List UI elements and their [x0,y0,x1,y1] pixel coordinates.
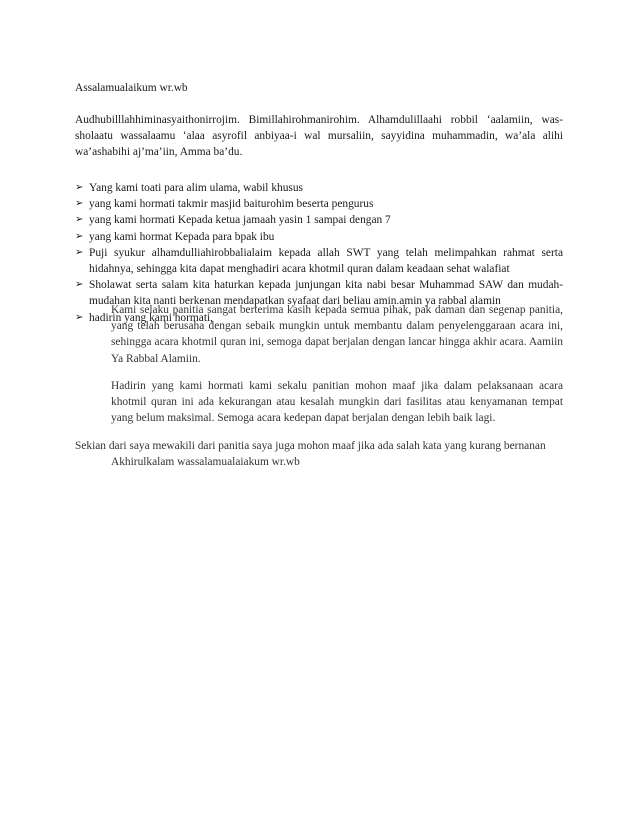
list-item [75,212,563,228]
list-item [75,180,563,196]
list-item [75,245,563,277]
list-item [75,196,563,212]
arrow-bullet-icon: ➢ [75,198,84,210]
closing-line: Sekian dari saya mewakili dari panitia saya juga mohon maaf jika ada salah kata yang kurang bernanan [75,440,546,452]
arrow-bullet-icon: ➢ [75,279,84,291]
arrow-bullet-icon: ➢ [75,246,84,258]
opening-paragraph: Audhubilllahhiminasyaithonirrojim. Bimillahirohmanirohim. Alhamdulillaahi robbil ‘aalamiin, was-sholaatu wassalaamu ‘alaa asyrofil anbiyaa-i wal mursaliin, sayyidina muhammadin, wa’ala alihi wa’ashabihi aj’ma’iin, Amma ba’du. [75,114,563,159]
greeting: Assalamualaikum wr.wb [75,82,188,94]
arrow-bullet-icon: ➢ [75,182,84,193]
thanks-paragraph: Kami selaku panitia sangat berterima kasih kepada semua pihak, pak daman dan segenap panitia, yang telah berusaha dengan sebaik mungkin untuk membantu dalam penyelenggaraan acara ini, sehingga acara khotmil quran ini, semoga dapat berjalan dengan lancar hingga akhir acara. Aamiin Ya Rabbal Alamiin. [111,304,563,365]
list-item-text: yang kami hormati takmir masjid baiturohim beserta pengurus [89,198,374,211]
list-item-text: yang kami hormati Kepada ketua jamaah yasin 1 sampai dengan 7 [89,214,391,227]
list-item-text: yang kami hormat Kepada para bpak ibu [89,230,275,243]
list-item-text: Yang kami toati para alim ulama, wabil khusus [89,182,303,194]
list-item-text: hadirin yang kami hormati, [89,311,214,324]
apology-paragraph: Hadirin yang kami hormati kami sekalu panitian mohon maaf jika dalam pelaksanaan acara khotmil quran ini ada kekurangan atau kesalah mungkin dari fasilitas atau kenyamanan tempat yang belum maksimal. Semoga acara kedepan dapat berjalan dengan lebih baik lagi. [111,380,563,425]
list-item-text: Puji syukur alhamdulliahirobbalialaim kepada allah SWT yang telah melimpahkan rahmat serta hidahnya, sehingga kita dapat menghadiri acara khotmil quran dalam keadaan sehat walafiat [89,246,563,276]
arrow-bullet-icon: ➢ [75,214,84,226]
closing-salutation: Akhirulkalam wassalamualaiakum wr.wb [111,456,300,468]
arrow-bullet-icon: ➢ [75,230,84,242]
list-item [75,229,563,245]
list-item-text: Sholawat serta salam kita haturkan kepada junjungan kita nabi besar Muhammad SAW dan mudah-mudahan kita nanti berkenan mendapatkan syafaat dari beliau amin.amin ya rabbal alamin [89,279,563,308]
arrow-bullet-icon: ➢ [75,311,84,323]
